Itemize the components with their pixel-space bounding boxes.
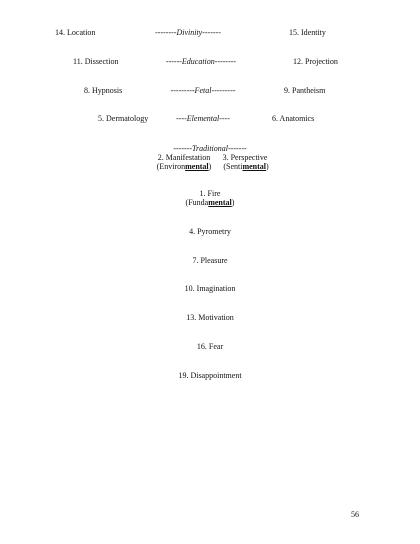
entry-anatomics: 6. Anatomics xyxy=(272,114,315,123)
entry-disappointment: 19. Disappointment xyxy=(178,371,242,380)
entry-projection: 12. Projection xyxy=(293,57,338,66)
entry-motivation: 13. Motivation xyxy=(186,313,234,322)
category-education: ------Education-------- xyxy=(165,57,237,66)
entry-location: 14. Location xyxy=(55,28,96,37)
fundamental-prefix: (Funda xyxy=(185,198,209,207)
category-fetal: ---------Fetal--------- xyxy=(170,86,236,95)
entry-pleasure: 7. Pleasure xyxy=(192,256,228,265)
entry-fire: 1. Fire xyxy=(199,189,221,198)
entry-pantheism: 9. Pantheism xyxy=(284,86,326,95)
sentimental-label xyxy=(223,162,268,172)
environmental-prefix: (Environ xyxy=(156,162,186,171)
entry-perspective: 3. Perspective xyxy=(222,153,268,162)
fundamental-suffix: ) xyxy=(231,198,235,207)
fundamental-mental: mental xyxy=(208,198,232,207)
sentimental-suffix: ) xyxy=(266,162,269,171)
category-elemental: ----Elemental---- xyxy=(176,114,230,123)
entry-fear: 16. Fear xyxy=(196,342,224,351)
environmental-mental: mental xyxy=(185,162,209,171)
category-traditional: -------Traditional------- xyxy=(173,144,247,153)
entry-manifestation: 2. Manifestation xyxy=(157,153,211,162)
environmental-suffix: ) xyxy=(208,162,212,171)
entry-dissection: 11. Dissection xyxy=(73,57,119,66)
entry-imagination: 10. Imagination xyxy=(184,284,236,293)
sentimental-prefix: (Senti xyxy=(223,162,243,171)
sentimental-mental: mental xyxy=(242,162,266,171)
page-number: 56 xyxy=(351,510,359,519)
category-divinity: --------Divinity------- xyxy=(155,28,221,37)
entry-hypnosis: 8. Hypnosis xyxy=(84,86,123,95)
environmental-label xyxy=(157,162,212,172)
entry-identity: 15. Identity xyxy=(289,28,326,37)
entry-dermatology: 5. Dermatology xyxy=(98,114,149,123)
fundamental-label xyxy=(0,198,420,208)
entry-pyrometry: 4. Pyrometry xyxy=(189,227,231,236)
